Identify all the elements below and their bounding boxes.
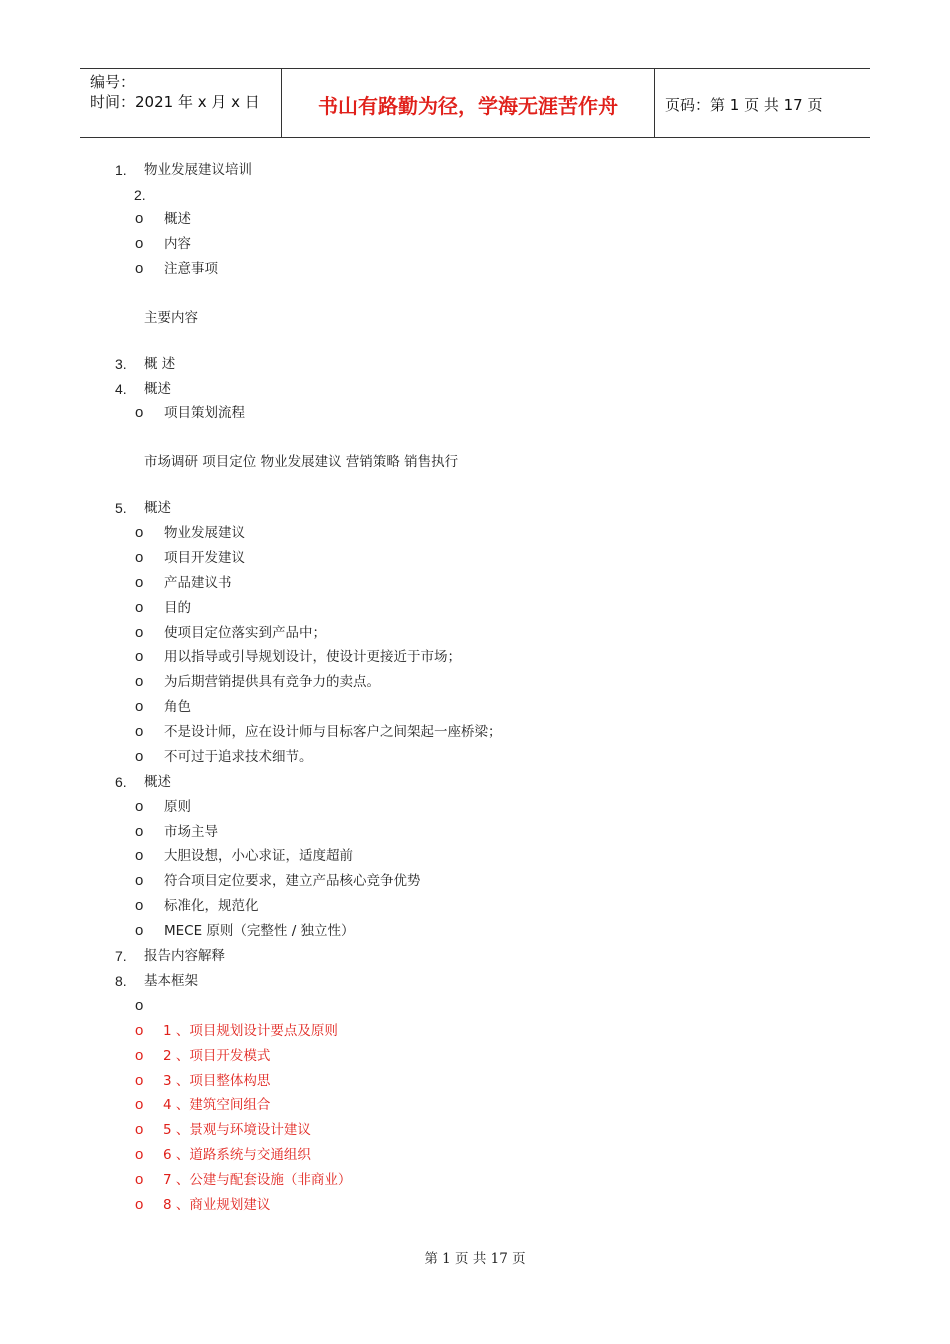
framework-text: 6 、道路系统与交通组织 <box>163 1147 311 1163</box>
header-slogan: 书山有路勤为径，学海无涯苦作舟 <box>318 94 618 118</box>
bullet-text: 内容 <box>164 236 191 252</box>
list-text: 概述 <box>144 500 171 516</box>
bullet-text: 用以指导或引导规划设计，使设计更接近于市场； <box>164 649 461 665</box>
header-right-cell <box>656 69 870 137</box>
framework-text: 5 、景观与环境设计建议 <box>163 1122 311 1138</box>
bullet-marker: o <box>135 1121 144 1138</box>
header-page-info: 页码：第 1 页 共 17 页 <box>665 96 823 114</box>
bullet-marker: o <box>135 624 144 641</box>
caption-text: 主要内容 <box>144 310 198 326</box>
bullet-marker: o <box>135 798 144 815</box>
bullet-text: 项目开发建议 <box>164 550 245 566</box>
bullet-text: 注意事项 <box>164 261 218 277</box>
bullet-marker: o <box>135 872 144 889</box>
list-number: 2. <box>134 187 146 203</box>
list-number: 7. <box>115 948 127 964</box>
bullet-marker: o <box>135 648 144 665</box>
bullet-marker: o <box>135 997 144 1014</box>
list-number: 3. <box>115 356 127 372</box>
bullet-text: 项目策划流程 <box>164 405 245 421</box>
page-header <box>80 68 870 138</box>
bullet-text: 物业发展建议 <box>164 525 245 541</box>
framework-text: 3 、项目整体构思 <box>163 1073 271 1089</box>
bullet-text: 标准化，规范化 <box>164 898 259 914</box>
bullet-marker: o <box>135 1146 144 1163</box>
bullet-marker: o <box>135 673 144 690</box>
bullet-marker: o <box>135 1096 144 1113</box>
bullet-marker: o <box>135 549 144 566</box>
document-date-label: 时间：2021 年 x 月 x 日 <box>90 93 260 111</box>
bullet-text: MECE 原则（完整性 / 独立性） <box>164 923 355 939</box>
bullet-text: 原则 <box>164 799 191 815</box>
bullet-text: 产品建议书 <box>164 575 232 591</box>
bullet-marker: o <box>135 698 144 715</box>
bullet-text: 目的 <box>164 600 191 616</box>
flow-text: 市场调研 项目定位 物业发展建议 营销策略 销售执行 <box>144 454 459 470</box>
bullet-text: 不是设计师，应在设计师与目标客户之间架起一座桥梁； <box>164 724 502 740</box>
list-number: 1. <box>115 162 127 178</box>
bullet-text: 角色 <box>164 699 191 715</box>
bullet-marker: o <box>135 1171 144 1188</box>
bullet-marker: o <box>135 847 144 864</box>
bullet-text: 不可过于追求技术细节。 <box>164 749 313 765</box>
list-text: 概述 <box>144 381 171 397</box>
list-text: 报告内容解释 <box>144 948 225 964</box>
bullet-marker: o <box>135 574 144 591</box>
bullet-text: 符合项目定位要求，建立产品核心竞争优势 <box>164 873 421 889</box>
bullet-marker: o <box>135 235 144 252</box>
bullet-marker: o <box>135 260 144 277</box>
list-number: 4. <box>115 381 127 397</box>
bullet-marker: o <box>135 823 144 840</box>
list-text: 概 述 <box>144 356 176 372</box>
list-text: 物业发展建议培训 <box>144 162 252 178</box>
document-code-label: 编号： <box>90 73 136 91</box>
list-text: 基本框架 <box>144 973 198 989</box>
header-left-cell <box>80 69 282 137</box>
bullet-text: 概述 <box>164 211 191 227</box>
bullet-text: 大胆设想，小心求证，适度超前 <box>164 848 353 864</box>
list-number: 5. <box>115 500 127 516</box>
bullet-text: 使项目定位落实到产品中； <box>164 625 326 641</box>
bullet-marker: o <box>135 210 144 227</box>
bullet-marker: o <box>135 748 144 765</box>
bullet-marker: o <box>135 1022 144 1039</box>
list-number: 8. <box>115 973 127 989</box>
header-middle-cell <box>282 69 655 137</box>
bullet-marker: o <box>135 524 144 541</box>
bullet-marker: o <box>135 897 144 914</box>
bullet-marker: o <box>135 723 144 740</box>
framework-text: 7 、公建与配套设施（非商业） <box>163 1172 352 1188</box>
bullet-text: 市场主导 <box>164 824 218 840</box>
bullet-text: 为后期营销提供具有竞争力的卖点。 <box>164 674 380 690</box>
bullet-marker: o <box>135 599 144 616</box>
bullet-marker: o <box>135 1047 144 1064</box>
bullet-marker: o <box>135 404 144 421</box>
framework-text: 4 、建筑空间组合 <box>163 1097 271 1113</box>
bullet-marker: o <box>135 1072 144 1089</box>
bullet-marker: o <box>135 1196 144 1213</box>
list-number: 6. <box>115 774 127 790</box>
framework-text: 8 、商业规划建议 <box>163 1197 271 1213</box>
framework-text: 2 、项目开发模式 <box>163 1048 271 1064</box>
bullet-marker: o <box>135 922 144 939</box>
page-footer: 第 1 页 共 17 页 <box>424 1251 526 1267</box>
list-text: 概述 <box>144 774 171 790</box>
framework-text: 1 、项目规划设计要点及原则 <box>163 1023 338 1039</box>
